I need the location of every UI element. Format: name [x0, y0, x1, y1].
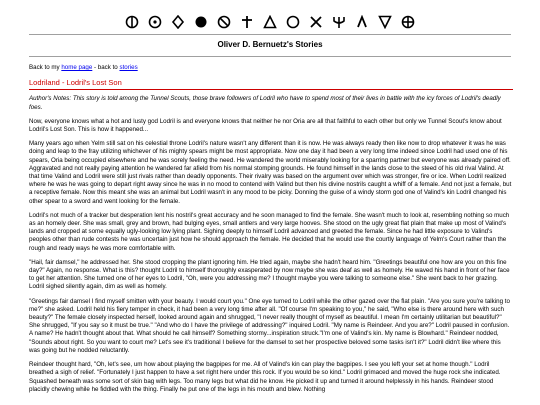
- triangle-icon: [263, 15, 277, 29]
- trident-icon: [332, 15, 346, 29]
- back-navigation: [29, 64, 513, 72]
- chevron-icon: [355, 15, 369, 29]
- home-page-link[interactable]: home page: [61, 64, 93, 71]
- story-title: Lodriland - Lodril's Lost Son: [29, 78, 122, 88]
- glyph-banner: [0, 13, 540, 31]
- page-content: [29, 64, 513, 400]
- circled-cross-icon: [125, 15, 139, 29]
- circle-icon: [286, 15, 300, 29]
- story-paragraph: "Hail, fair damsel," he addressed her. She stood cropping the plant ignoring him. He tried again, maybe she hadn't heard him. "Greetings beautiful one how are you on this fine day?" Again, no response. What is this? thought Lodril to himself thoroughly exasperated by now maybe she was deaf as well as homely. He waved his hand in front of her face to get her attention. She turned one of her eyes to Lodril, "Oh, were you addressing me? I thought maybe you were talking to someone else." She went back to her grazing. Lodril sighed silently again, dim as well as homely.: [29, 258, 510, 291]
- authors-notes: Author's Notes: This story is told among the Tunnel Scouts, those brave followers of Lodril who have to spend most of their lives in battle with the icy forces of Lodril's deadly foes.: [29, 95, 501, 111]
- nav-separator: - back to: [92, 64, 120, 71]
- x-icon: [309, 15, 323, 29]
- site-title: Oliver D. Bernuetz's Stories: [217, 40, 323, 49]
- crossed-circle-icon: [217, 15, 231, 29]
- header-divider-bottom: [29, 56, 511, 57]
- story-paragraph: "Greetings fair damsel I find myself smitten with your beauty. I would court you." One eye turned to Lodril while the other gazed over the flat plain. "Are you sure you're talking to me?" she asked. Lodril held his fiery temper in check, it had been a very long time after all. "Of course I'm speaking to you," he said, "Who else is there around here with such beauty?" The female closely inspected herself, looked around again and shrugged, "I never really thought of myself as beautiful. I mean I'm certainly utilitarian but beautiful?" She shrugged, "If you say so it must be true." "And who do I have the privilege of addressing?" inquired Lodril. "My name is Reindeer. And you are?" Lodril paused in confusion. A name? He hadn't thought about that. What should he call himself? Something stormy...inspiration struck."I'm one of Valind's kin. My name is Blowhard." Reindeer nodded, "Sounds about right. So you want to court me? Let's see it's traditional I believe for the damsel to set her prospective beloved some tasks isn't it?" Lodril didn't like where this was going but he nodded reluctantly.: [29, 297, 510, 354]
- diamond-icon: [171, 15, 185, 29]
- header-divider-top: [29, 34, 511, 35]
- open-triangle-icon: [378, 15, 392, 29]
- filled-circle-icon: [194, 15, 208, 29]
- story-paragraph: Now, everyone knows what a hot and lusty god Lodril is and everyone knows that neither he nor Oria are all that faithful to each other but only we Tunnel Scout's know about Lodril's Lost Son. This is how it happened...: [29, 117, 502, 134]
- story-paragraph: Reindeer thought hard, "Oh, let's see, um how about playing the bagpipes for me. All of Valind's kin can play the bagpipes. I see you left your set at home though." Lodril breathed a sigh of relief. "Fortunately I just happen to have a set right here under this rock. If you would be so kind." Lodril grimaced and moved the huge rock she indicated. Squashed beneath was some sort of skin bag with legs. Too many legs but what did he know. He picked it up and turned it around helplessly in his hands. Reindeer stood placidly chewing while he fiddled with the thing. Finally he put one of the legs in his mouth and blew. Nothing: [29, 361, 501, 393]
- nav-prefix: Back to my: [29, 64, 62, 71]
- cross-icon: [240, 15, 254, 29]
- circled-cross-icon: [401, 15, 415, 29]
- stories-link[interactable]: stories: [119, 64, 138, 71]
- story-paragraph: Many years ago when Yelm still sat on his celestial throne Lodril's nature wasn't any different than it is now. He was always ready then like now to drop whatever it was he was doing and leap to the fray utilizing whichever of his mighty spears might be most appropriate. Now one day it had been a very long time indeed since Lodril had used one of his spears, Oria being occupied elsewhere and he was sorely feeling the need. He wandered the world miserably looking for a sparring partner but everyone was already paired off. Aggravated and not really paying attention he wandered far afield from his normal stomping grounds. He found himself in the lands close to the steed of his old rival Valind. At that time Valind and Lodril were still just rivals rather than deadly opponents. Their rivalry was based on the argument over which was stronger, fire or ice. When Lodril realized where he was he was going to depart right away since he was in no mood to contend with Valind but then his divine nostrils caught a whiff of a female. And not just a female, but a receptive female. Now this meant she was an animal but Lodril wasn't in any mood to be picky. Donning the guise of a windy storm god one of Valind's kin Lodril changed his other spear to a sword and went looking for the female.: [29, 140, 512, 205]
- circled-dot-icon: [148, 15, 162, 29]
- story-title-divider: [29, 89, 513, 90]
- story-paragraph: Lodril's not much of a tracker but desperation lent his nostril's great accuracy and he soon managed to find the female. She wasn't much to look at, resembling nothing so much as an homely deer. She was small, grey and brown, had bulging eyes, small antlers and very large hooves. She stood on the ugly great flat plain that make up most of Valind's lands and cropped at some equally ugly-looking low lying plant. Sighing deeply to himself Lodril advanced and greeted the female. Since he had little exposure to Valind's peoples other than rude contests he was uncertain just how he should approach the female. He decided that he would use the courtly language of Yelm's Court rather than the rough and ready ways he was more comfortable with.: [29, 211, 510, 252]
